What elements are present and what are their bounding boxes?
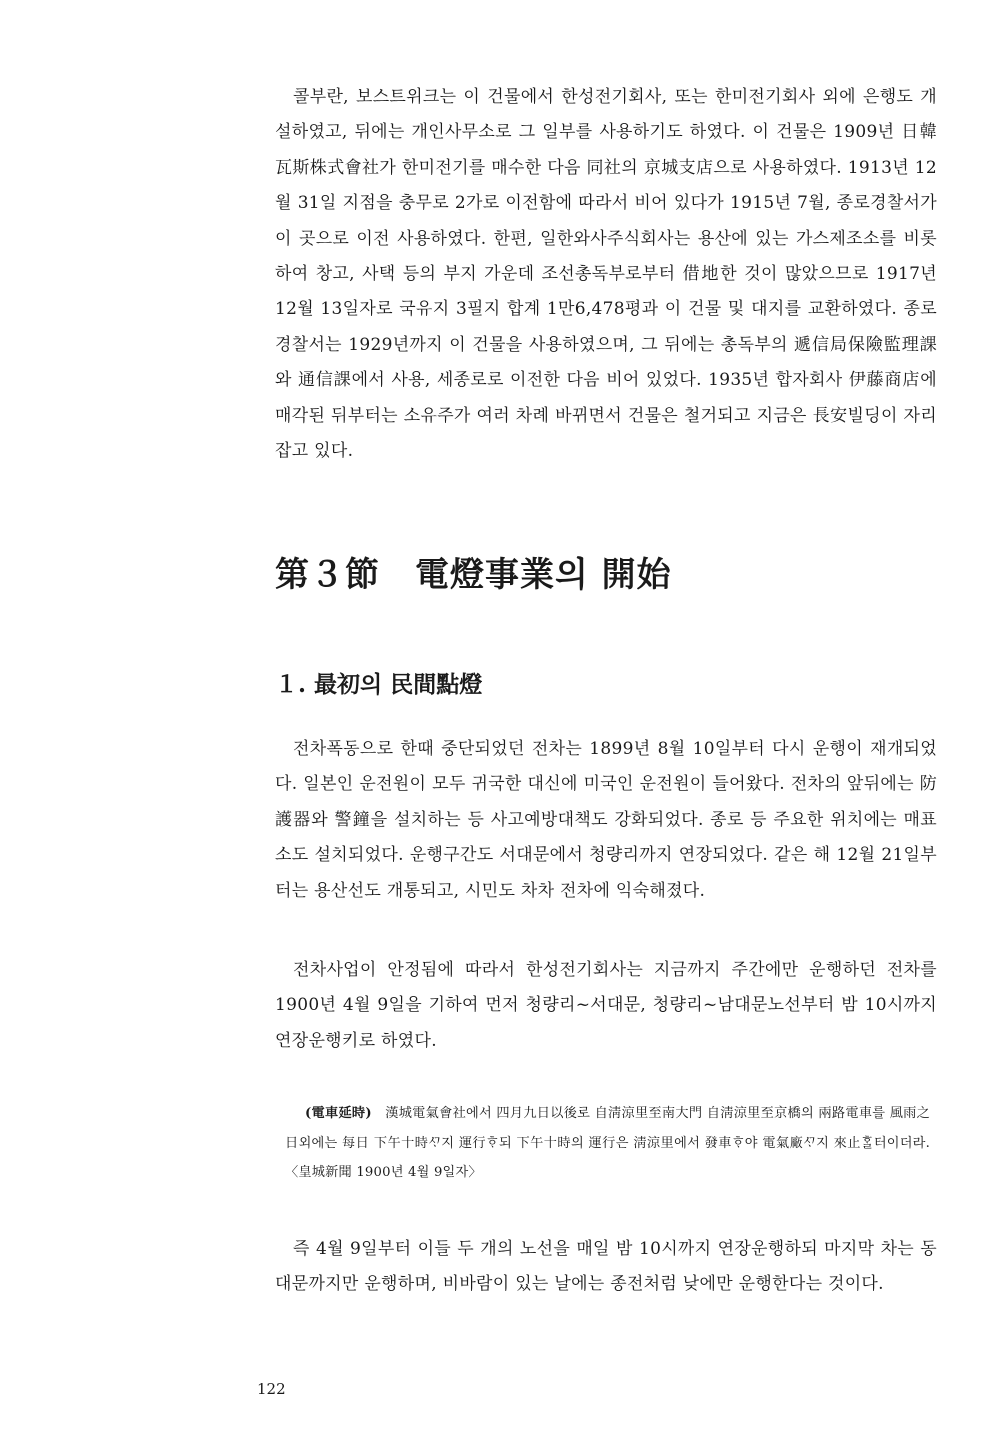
body-paragraph: 전차폭동으로 한때 중단되었던 전차는 1899년 8월 10일부터 다시 운행이 재개되었다. 일본인 운전원이 모두 귀국한 대신에 미국인 운전원이 들어왔다. 전차의 앞뒤에는 防護器와 警鐘을 설치하는 등 사고예방대책도 강화되었다. 종로 등 주요한 위치에는 매표소도 설치되었다. 운행구간도 서대문에서 청량리까지 연장되었다. 같은 해 12월 21일부터는 용산선도 개통되고, 시민도 차차 전차에 익숙해졌다. bbox=[275, 739, 937, 901]
page-number: 122 bbox=[257, 1380, 286, 1398]
closing-paragraph: 즉 4월 9일부터 이들 두 개의 노선을 매일 밤 10시까지 연장운행하되 마지막 차는 동대문까지만 운행하며, 비바람이 있는 날에는 종전처럼 낮에만 운행한다는 것이다. bbox=[275, 1239, 937, 1295]
quote-label: (電車延時) bbox=[305, 1106, 372, 1121]
quote-text: 漢城電氣會社에서 四月九日以後로 自淸涼里至南大門 自淸涼里至京橋의 兩路電車를 風雨之日외에는 每日 下午十時ᄭᆞ지 運行ᄒᆞ되 下午十時의 運行은 淸涼里에서 發車ᄒᆞ야 電氣廠ᄭᆞ지 來止ᄒᆞᆯ터이더라. 〈皇城新聞 1900년 4월 9일자〉 bbox=[285, 1106, 931, 1180]
quoted-excerpt bbox=[285, 1099, 930, 1188]
intro-paragraph: 콜부란, 보스트위크는 이 건물에서 한성전기회사, 또는 한미전기회사 외에 은행도 개설하였고, 뒤에는 개인사무소로 그 일부를 사용하기도 하였다. 이 건물은 1909년 日韓瓦斯株式會社가 한미전기를 매수한 다음 同社의 京城支店으로 사용하였다. 1913년 12월 31일 지점을 충무로 2가로 이전함에 따라서 비어 있다가 1915년 7월, 종로경찰서가 이 곳으로 이전 사용하였다. 한편, 일한와사주식회사는 용산에 있는 가스제조소를 비롯하여 창고, 사택 등의 부지 가운데 조선총독부로부터 借地한 것이 많았으므로 1917년 12월 13일자로 국유지 3필지 합계 1만6,478평과 이 건물 및 대지를 교환하였다. 종로경찰서는 1929년까지 이 건물을 사용하였으며, 그 뒤에는 총독부의 遞信局保險監理課와 通信課에서 사용, 세종로로 이전한 다음 비어 있었다. 1935년 합자회사 伊藤商店에 매각된 뒤부터는 소유주가 여러 차례 바뀌면서 건물은 철거되고 지금은 長安빌딩이 자리잡고 있다. bbox=[275, 87, 937, 462]
subsection-title: １. 最初의 民間點燈 bbox=[275, 671, 483, 698]
section-title: 第３節 電燈事業의 開始 bbox=[275, 555, 672, 595]
body-paragraph: 전차사업이 안정됨에 따라서 한성전기회사는 지금까지 주간에만 운행하던 전차를 1900년 4월 9일을 기하여 먼저 청량리~서대문, 청량리~남대문노선부터 밤 10시까지 연장운행키로 하였다. bbox=[275, 960, 937, 1051]
